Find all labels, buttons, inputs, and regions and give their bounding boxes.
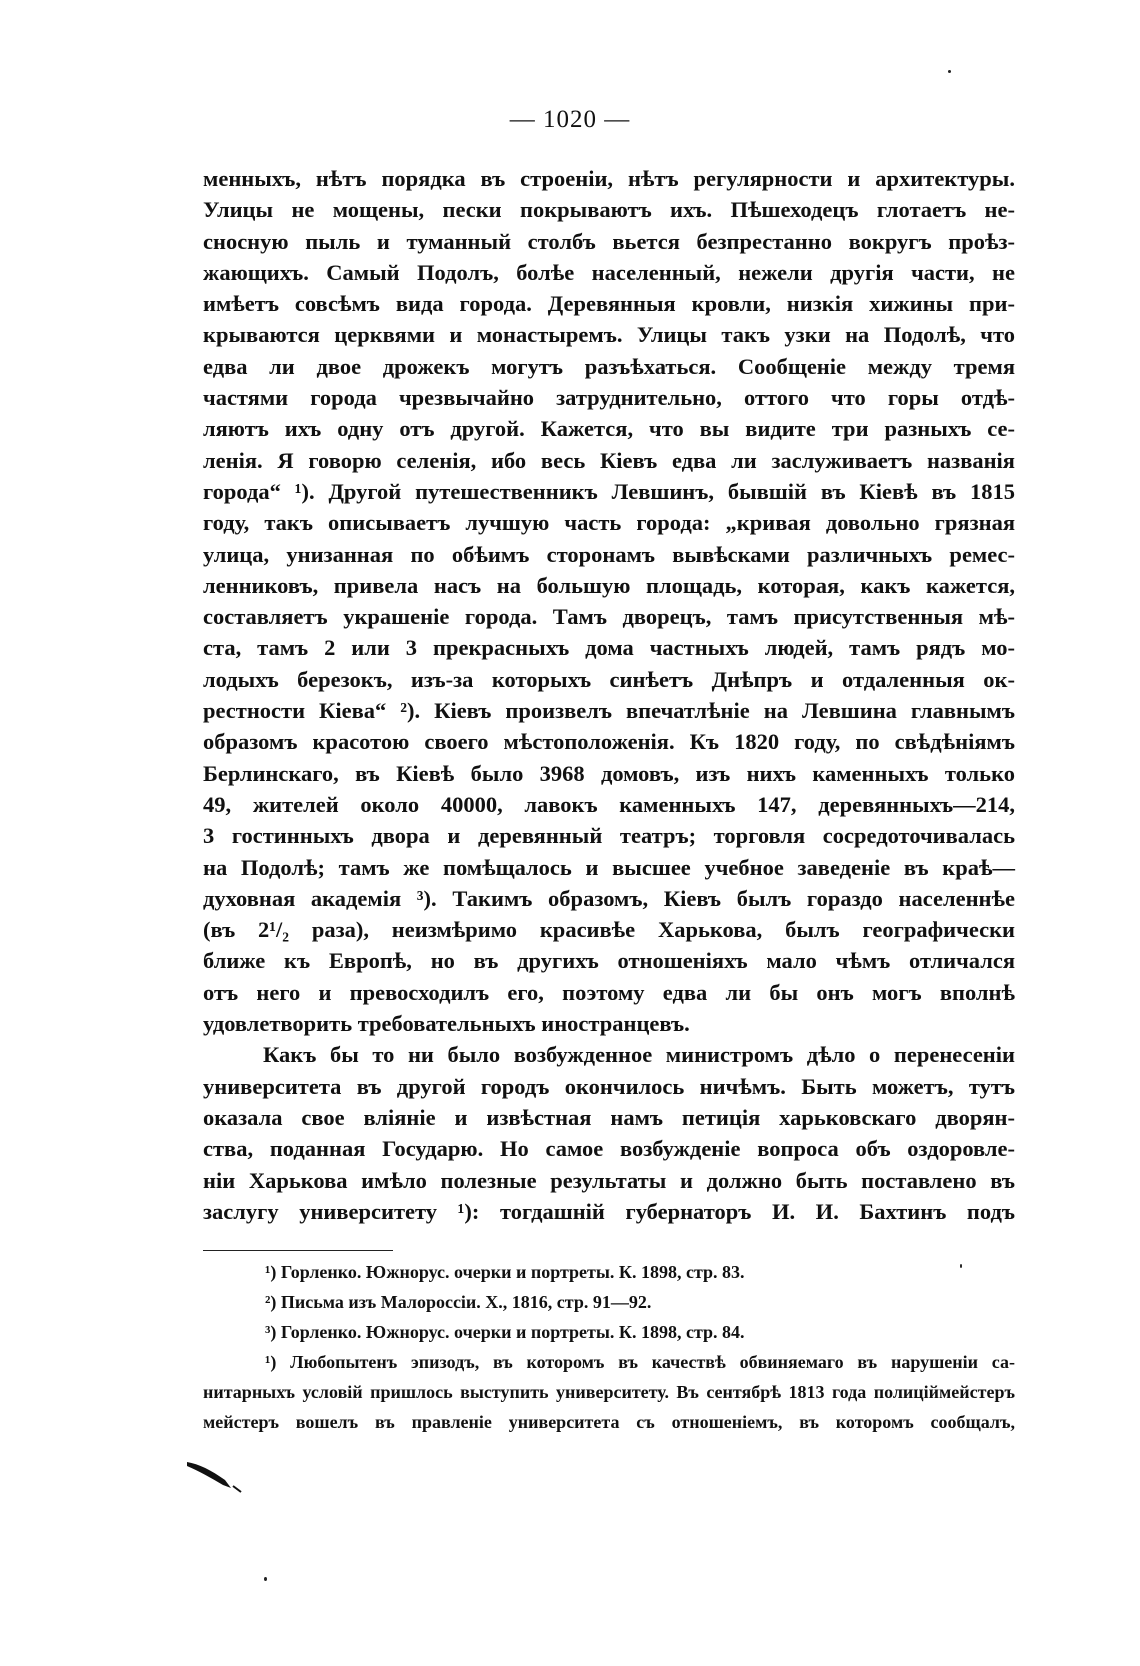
text-line: ства, поданная Государю. Но самое возбужденіе вопроса объ оздоровле- bbox=[203, 1136, 1015, 1162]
scan-speck bbox=[948, 70, 951, 73]
text-line: менныхъ, нѣтъ порядка въ строеніи, нѣтъ регулярности и архитектуры. bbox=[203, 166, 1015, 191]
text-line: на Подолѣ; тамъ же помѣщалось и высшее учебное заведеніе въ краѣ— bbox=[203, 854, 1015, 880]
text-line: Берлинскаго, въ Кіевѣ было 3968 домовъ, изъ нихъ каменныхъ только bbox=[203, 760, 1015, 786]
text-line: году, такъ описываетъ лучшую часть города: „кривая довольно грязная bbox=[203, 510, 1015, 536]
scan-artifact-mark bbox=[185, 1458, 247, 1494]
footnote-continuation: нитарныхъ условій пришлось выступить университету. Въ сентябрѣ 1813 года полиціймейстеръ bbox=[203, 1382, 1015, 1402]
text-line: лодыхъ березокъ, изъ-за которыхъ синѣетъ Днѣпръ и отдаленныя ок- bbox=[203, 666, 1015, 692]
text-line: составляетъ украшеніе города. Тамъ дворецъ, тамъ присутственныя мѣ- bbox=[203, 604, 1015, 630]
paragraph-2 bbox=[203, 1039, 1015, 1227]
text-line: рестности Кіева“ ²). Кіевъ произвелъ впечатлѣніе на Левшина главнымъ bbox=[203, 698, 1015, 724]
text-line: (въ 2¹/₂ раза), неизмѣримо красивѣе Харькова, былъ географически bbox=[203, 917, 1015, 943]
footnote: ¹) Любопытенъ эпизодъ, въ которомъ въ качествѣ обвиняемаго въ нарушеніи са- bbox=[265, 1352, 1015, 1372]
text-line: заслугу университету ¹): тогдашній губернаторъ И. И. Бахтинъ подъ bbox=[203, 1198, 1015, 1224]
text-line: 3 гостинныхъ двора и деревянный театръ; торговля сосредоточивалась bbox=[203, 823, 1015, 849]
text-line: отъ него и превосходилъ его, поэтому едва ли бы онъ могъ вполнѣ bbox=[203, 979, 1015, 1005]
footnotes bbox=[203, 1257, 1015, 1437]
text-line: оказала свое вліяніе и извѣстная намъ петиція харьковскаго дворян- bbox=[203, 1104, 1015, 1130]
body-text bbox=[203, 163, 1015, 1227]
text-line: университета въ другой городъ окончилось ничѣмъ. Быть можетъ, тутъ bbox=[203, 1073, 1015, 1099]
text-line: удовлетворить требовательныхъ иностранцевъ. bbox=[203, 1011, 690, 1037]
scan-speck bbox=[960, 1264, 962, 1268]
text-line: ленниковъ, привела насъ на большую площадь, которая, какъ кажется, bbox=[203, 572, 1015, 598]
text-line: Какъ бы то ни было возбужденное министромъ дѣло о перенесеніи bbox=[263, 1042, 1015, 1068]
scan-speck bbox=[264, 1577, 267, 1581]
footnote: ³) Горленко. Южнорус. очерки и портреты. К. 1898, стр. 84. bbox=[265, 1322, 745, 1342]
text-line: едва ли двое дрожекъ могутъ разъѣхаться. Сообщеніе между тремя bbox=[203, 353, 1015, 379]
text-line: ніи Харькова имѣло полезные результаты и должно быть поставлено въ bbox=[203, 1167, 1015, 1193]
footnote-separator bbox=[203, 1250, 393, 1251]
text-line: крываются церквями и монастыремъ. Улицы такъ узки на Подолѣ, что bbox=[203, 322, 1015, 348]
text-line: частями города чрезвычайно затруднительно, оттого что горы отдѣ- bbox=[203, 385, 1015, 411]
footnote-continuation: мейстеръ вошелъ въ правленіе университета съ отношеніемъ, въ которомъ сообщалъ, bbox=[203, 1412, 1015, 1432]
text-line: сносную пыль и туманный столбъ вьется безпрестанно вокругъ проѣз- bbox=[203, 228, 1015, 254]
text-line: ляютъ ихъ одну отъ другой. Кажется, что вы видите три разныхъ се- bbox=[203, 416, 1015, 442]
text-line: жающихъ. Самый Подолъ, болѣе населенный, нежели другія части, не bbox=[203, 259, 1015, 285]
paragraph-1 bbox=[203, 163, 1015, 1039]
text-line: образомъ красотою своего мѣстоположенія. Къ 1820 году, по свѣдѣніямъ bbox=[203, 729, 1015, 755]
text-line: улица, унизанная по обѣимъ сторонамъ вывѣсками различныхъ ремес- bbox=[203, 541, 1015, 567]
footnote: ¹) Горленко. Южнорус. очерки и портреты. К. 1898, стр. 83. bbox=[265, 1262, 745, 1282]
text-line: Улицы не мощены, пески покрываютъ ихъ. Пѣшеходецъ глотаетъ не- bbox=[203, 197, 1015, 223]
page-number: — 1020 — bbox=[509, 106, 631, 133]
text-line: духовная академія ³). Такимъ образомъ, Кіевъ былъ гораздо населеннѣе bbox=[203, 885, 1015, 911]
text-line: 49, жителей около 40000, лавокъ каменныхъ 147, деревянныхъ—214, bbox=[203, 791, 1015, 817]
text-line: ближе къ Европѣ, но въ другихъ отношеніяхъ мало чѣмъ отличался bbox=[203, 948, 1015, 974]
text-line: ленія. Я говорю селенія, ибо весь Кіевъ едва ли заслуживаетъ названія bbox=[203, 447, 1015, 473]
text-line: ста, тамъ 2 или 3 прекрасныхъ дома частныхъ людей, тамъ рядъ мо- bbox=[203, 635, 1015, 661]
text-line: города“ ¹). Другой путешественникъ Левшинъ, бывшій въ Кіевѣ въ 1815 bbox=[203, 478, 1015, 504]
text-line: имѣетъ совсѣмъ вида города. Деревянныя кровли, низкія хижины при- bbox=[203, 291, 1015, 317]
footnote: ²) Письма изъ Малороссіи. Х., 1816, стр. 91—92. bbox=[265, 1292, 652, 1312]
